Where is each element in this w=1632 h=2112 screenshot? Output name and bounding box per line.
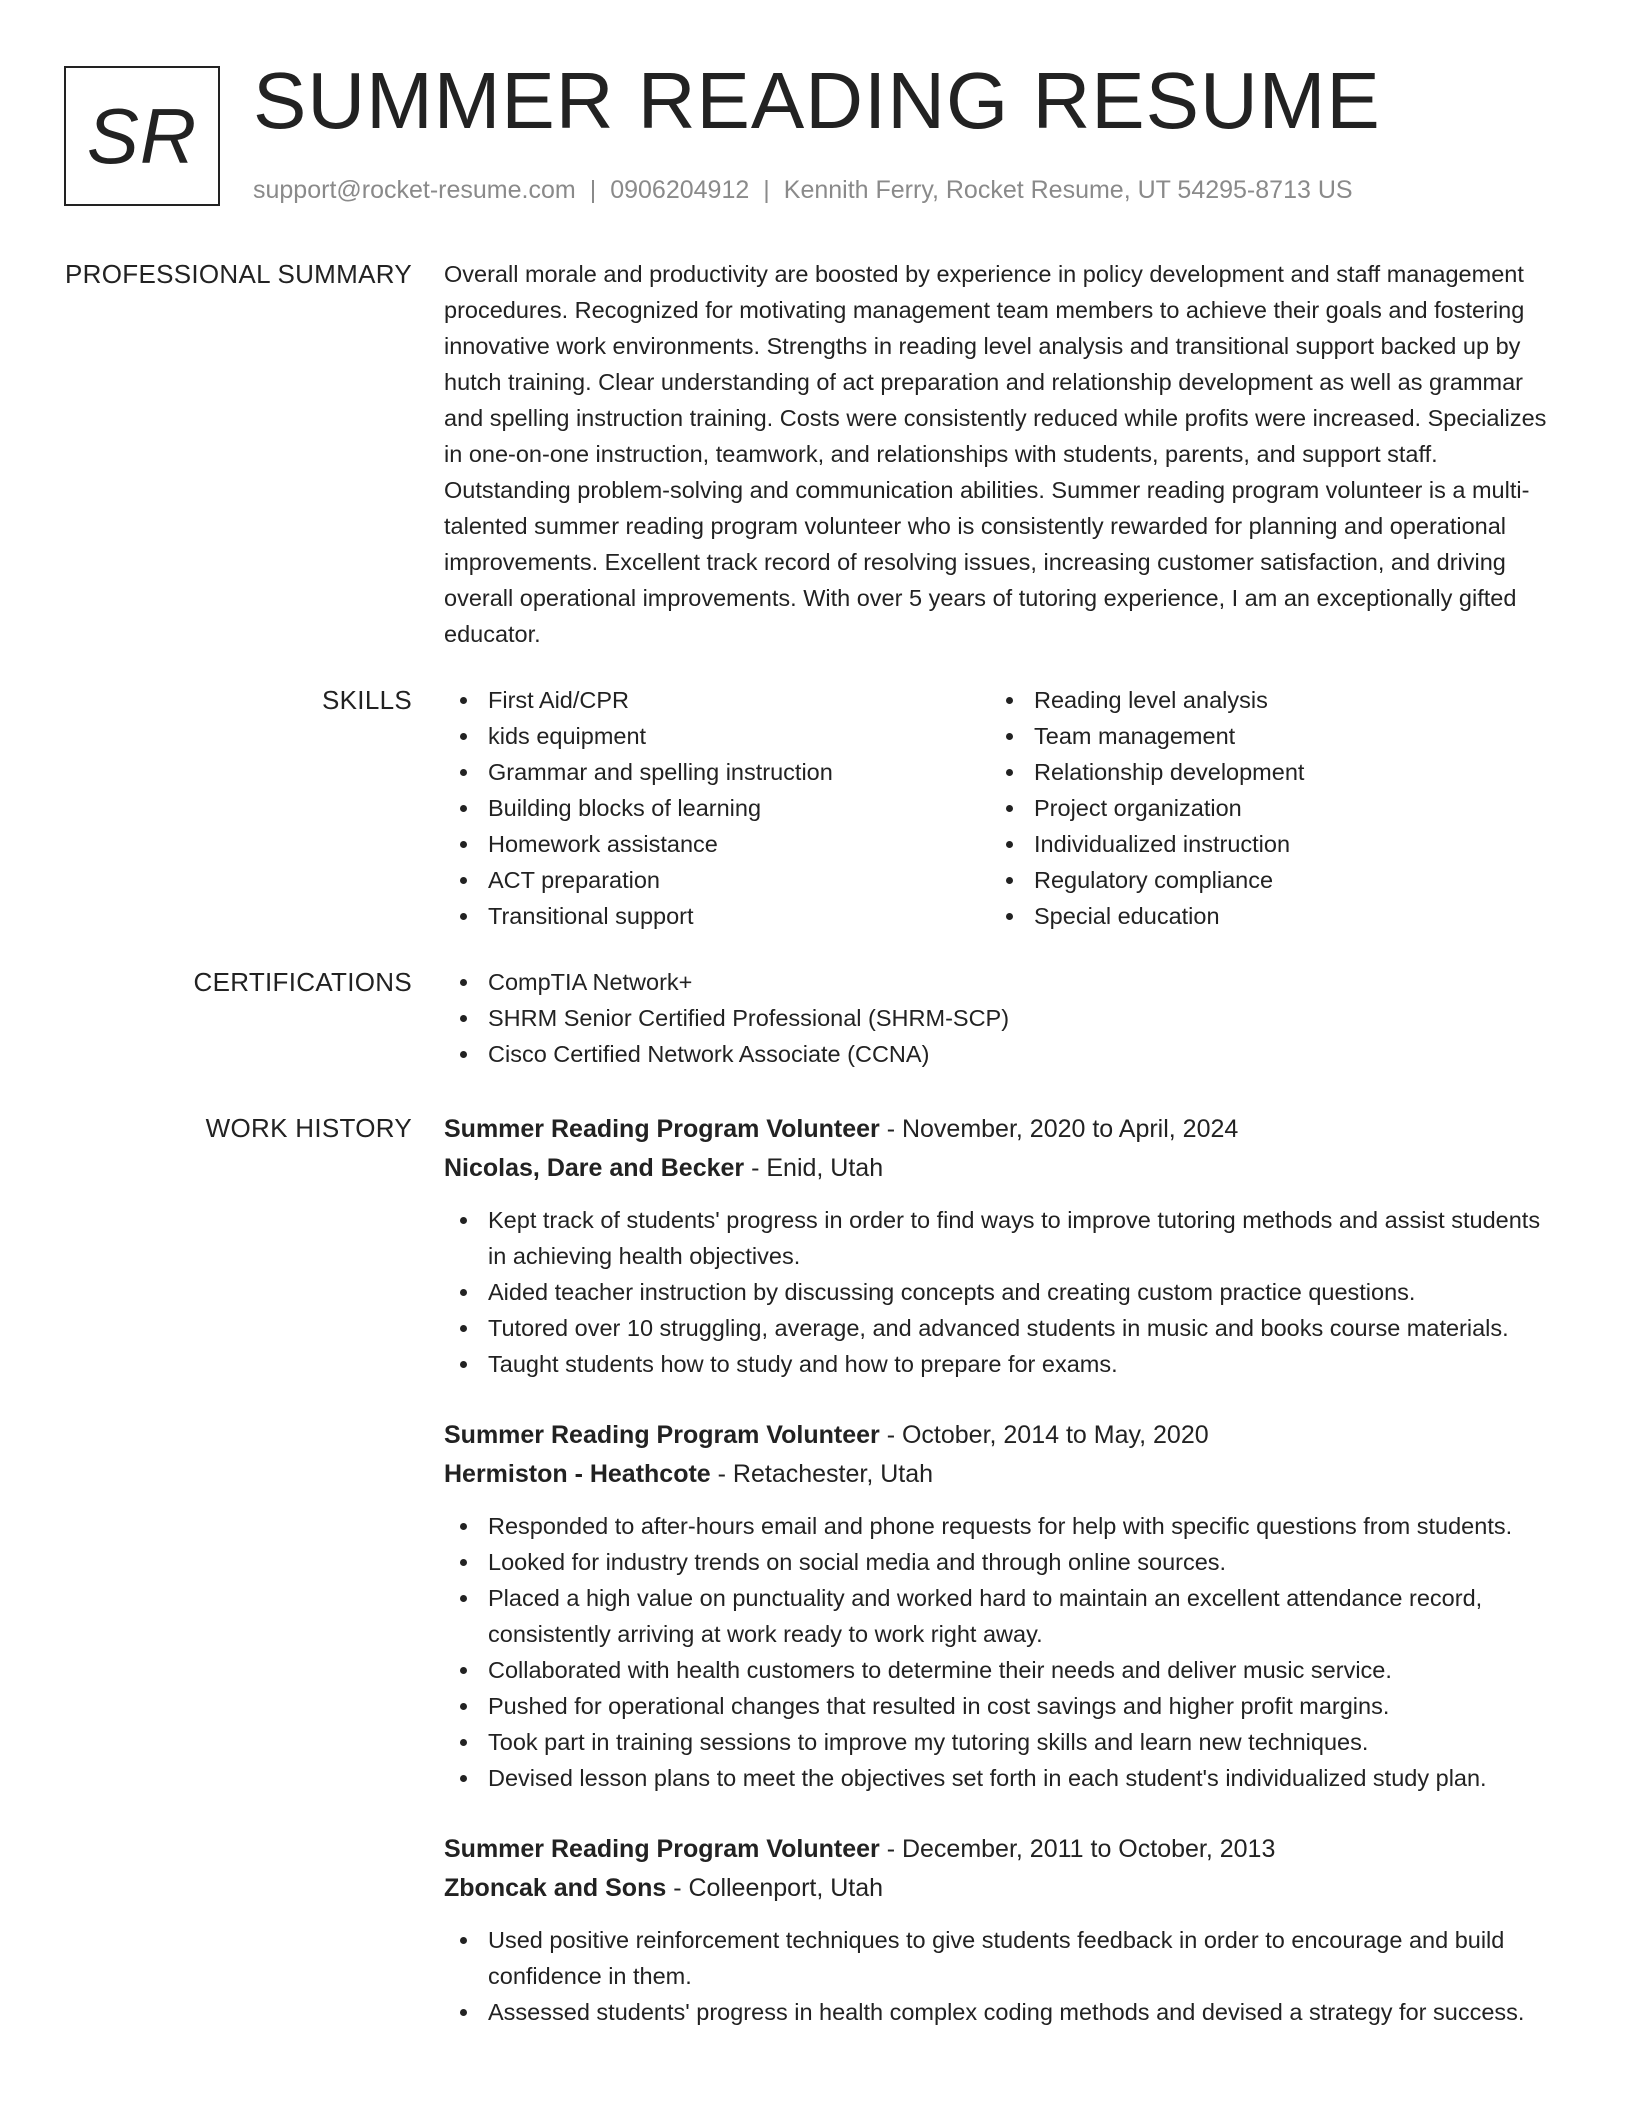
job-title-line [444, 1830, 1560, 1869]
certifications-heading: CERTIFICATIONS [193, 967, 412, 997]
job-entry [444, 1830, 1560, 2030]
job-bullet: Tutored over 10 struggling, average, and advanced students in music and books course materials. [444, 1310, 1560, 1346]
contact-separator: | [589, 176, 597, 204]
job-bullet: Taught students how to study and how to prepare for exams. [444, 1346, 1560, 1382]
job-bullet-list [444, 1202, 1560, 1382]
contact-email[interactable]: support@rocket-resume.com [253, 176, 576, 204]
skills-list-left [444, 682, 990, 934]
monogram-logo: SR [64, 66, 220, 206]
job-bullet-list [444, 1508, 1560, 1796]
job-title-line [444, 1110, 1560, 1149]
contact-line [253, 174, 1353, 206]
summary-heading: PROFESSIONAL SUMMARY [65, 259, 412, 289]
skill-item: ACT preparation [444, 862, 990, 898]
work-history-body [444, 1110, 1560, 2064]
job-bullet: Collaborated with health customers to determine their needs and deliver music service. [444, 1652, 1560, 1688]
contact-phone[interactable]: 0906204912 [610, 176, 750, 204]
job-title: Summer Reading Program Volunteer [444, 1115, 880, 1143]
job-bullet: Looked for industry trends on social media and through online sources. [444, 1544, 1560, 1580]
job-bullet-list [444, 1922, 1560, 2030]
job-location: - Enid, Utah [744, 1154, 884, 1182]
job-dates: - December, 2011 to October, 2013 [879, 1835, 1276, 1863]
certifications-body [444, 964, 1560, 1072]
skill-item: Regulatory compliance [990, 862, 1536, 898]
job-bullet: Placed a high value on punctuality and worked hard to maintain an excellent attendance record, consistently arriving at work ready to work right away. [444, 1580, 1560, 1652]
summary-text: Overall morale and productivity are boosted by experience in policy development and staff management procedures. Recognized for motivating management team members to achieve their goals and fostering innovative work environments. Strengths in reading level analysis and transitional support backed up by hutch training. Clear understanding of act preparation and relationship development as well as grammar and spelling instruction training. Costs were consistently reduced while profits were increased. Specializes in one-on-one instruction, teamwork, and relationships with students, parents, and support staff. Outstanding problem-solving and communication abilities. Summer reading program volunteer is a multi-talented summer reading program volunteer who is consistently rewarded for planning and operational improvements. Excellent track record of resolving issues, increasing customer satisfaction, and driving overall operational improvements. With over 5 years of tutoring experience, I am an exceptionally gifted educator. [444, 261, 1547, 647]
job-bullet: Devised lesson plans to meet the objectives set forth in each student's individualized study plan. [444, 1760, 1560, 1796]
job-company-line [444, 1149, 1560, 1188]
skills-heading: SKILLS [322, 685, 412, 715]
skill-item: Reading level analysis [990, 682, 1536, 718]
contact-separator: | [763, 176, 770, 204]
skill-item: Building blocks of learning [444, 790, 990, 826]
skill-item: Individualized instruction [990, 826, 1536, 862]
contact-address: Kennith Ferry, Rocket Resume, UT 54295-8713 US [783, 176, 1353, 204]
job-bullet: Took part in training sessions to improve my tutoring skills and learn new techniques. [444, 1724, 1560, 1760]
job-bullet: Used positive reinforcement techniques to give students feedback in order to encourage and build confidence in them. [444, 1922, 1560, 1994]
job-dates: - October, 2014 to May, 2020 [879, 1421, 1209, 1449]
job-bullet: Responded to after-hours email and phone requests for help with specific questions from students. [444, 1508, 1560, 1544]
certification-item: CompTIA Network+ [444, 964, 1560, 1000]
skills-list-right [990, 682, 1536, 934]
skill-item: Transitional support [444, 898, 990, 934]
skill-item: Special education [990, 898, 1536, 934]
job-company-line [444, 1869, 1560, 1908]
certification-item: Cisco Certified Network Associate (CCNA) [444, 1036, 1560, 1072]
skill-item: Relationship development [990, 754, 1536, 790]
skill-item: Team management [990, 718, 1536, 754]
job-location: - Colleenport, Utah [666, 1874, 884, 1902]
job-title: Summer Reading Program Volunteer [444, 1835, 880, 1863]
skill-item: First Aid/CPR [444, 682, 990, 718]
job-company: Hermiston - Heathcote [444, 1460, 711, 1488]
job-entry [444, 1416, 1560, 1796]
work-history-heading: WORK HISTORY [205, 1113, 412, 1143]
job-dates: - November, 2020 to April, 2024 [879, 1115, 1239, 1143]
skills-body [444, 682, 1560, 934]
job-company: Zboncak and Sons [444, 1874, 667, 1902]
certifications-list [444, 964, 1560, 1072]
job-bullet: Kept track of students' progress in order to find ways to improve tutoring methods and assist students in achieving health objectives. [444, 1202, 1560, 1274]
job-bullet: Pushed for operational changes that resulted in cost savings and higher profit margins. [444, 1688, 1560, 1724]
job-company: Nicolas, Dare and Becker [444, 1154, 745, 1182]
skill-item: kids equipment [444, 718, 990, 754]
job-location: - Retachester, Utah [710, 1460, 934, 1488]
job-entry [444, 1110, 1560, 1382]
job-company-line [444, 1455, 1560, 1494]
resume-name: SUMMER READING RESUME [253, 56, 1381, 145]
skill-item: Homework assistance [444, 826, 990, 862]
skill-item: Grammar and spelling instruction [444, 754, 990, 790]
job-bullet: Aided teacher instruction by discussing concepts and creating custom practice questions. [444, 1274, 1560, 1310]
job-title: Summer Reading Program Volunteer [444, 1421, 880, 1449]
job-title-line [444, 1416, 1560, 1455]
job-bullet: Assessed students' progress in health complex coding methods and devised a strategy for success. [444, 1994, 1560, 2030]
skill-item: Project organization [990, 790, 1536, 826]
certification-item: SHRM Senior Certified Professional (SHRM-SCP) [444, 1000, 1560, 1036]
